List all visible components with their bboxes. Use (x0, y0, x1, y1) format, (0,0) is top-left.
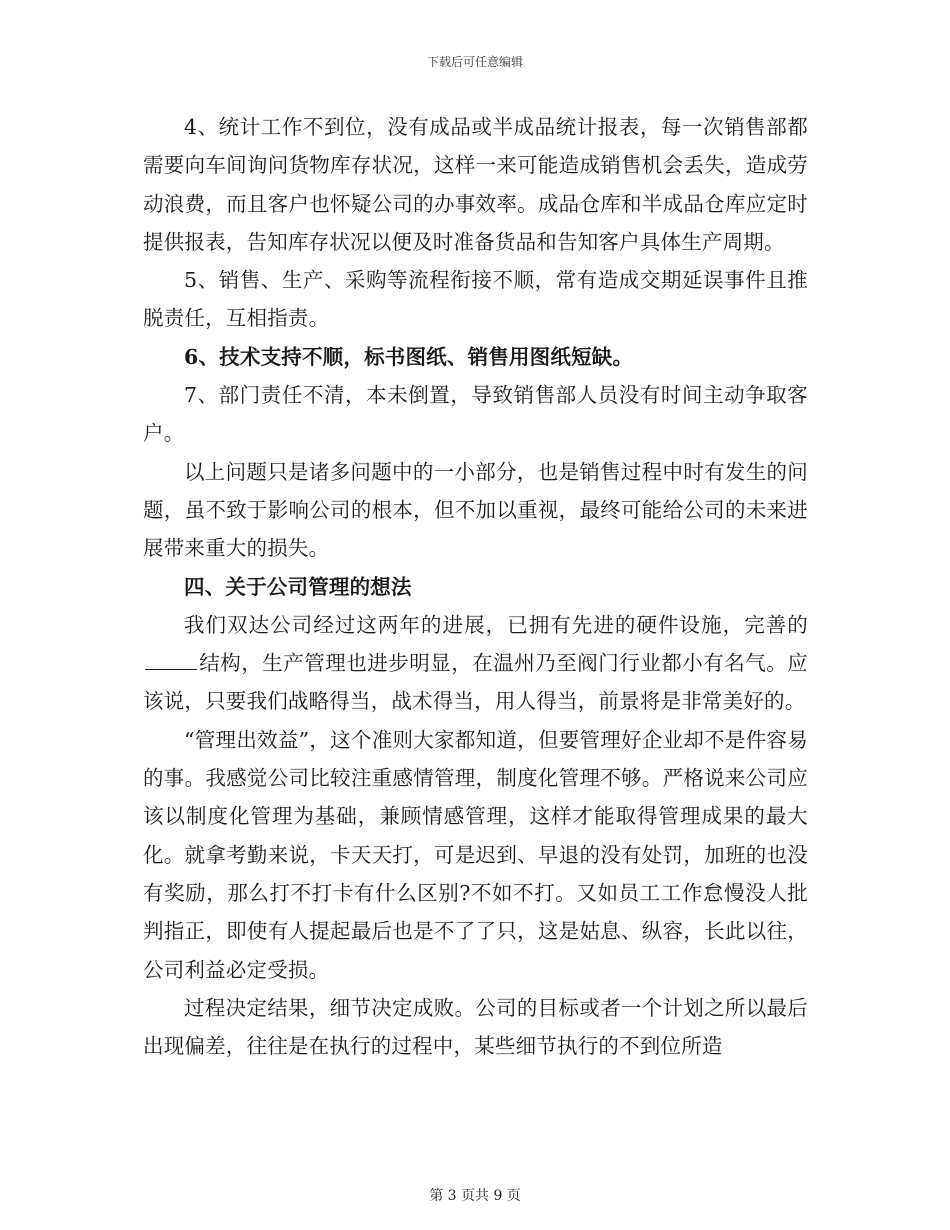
paragraph-management-benefit: “管理出效益”，这个准则大家都知道，但要管理好企业却不是件容易的事。我感觉公司比较注重感情管理，制度化管理不够。严格说来公司应该以制度化管理为基础，兼顾情感管理，这样才能取得管理成果的最大化。就拿考勤来说，卡天天打，可是迟到、早退的没有处罚，加班的也没有奖励，那么打不打卡有什么区别?不如不打。又如员工工作怠慢没人批判指正，即使有人提起最后也是不了了只，这是姑息、纵容，长此以往，公司利益必定受损。 (143, 727, 808, 982)
paragraph-company-progress-part1: 我们双达公司经过这两年的进展，已拥有先进的硬件设施，完善的 (184, 612, 808, 637)
paragraph-company-progress (143, 606, 808, 721)
document-body (143, 108, 808, 1065)
paragraph-issue-7: 7、部门责任不清，本未倒置，导致销售部人员没有时间主动争取客户。 (143, 383, 808, 446)
paragraph-company-progress-part2: 结构，生产管理也进步明显，在温州乃至阀门行业都小有名气。应该说，只要我们战略得当，战术得当，用人得当，前景将是非常美好的。 (143, 651, 808, 714)
section-heading-management: 四、关于公司管理的想法 (184, 574, 412, 599)
paragraph-issue-4: 4、统计工作不到位，没有成品或半成品统计报表，每一次销售部都需要向车间询问货物库存状况，这样一来可能造成销售机会丢失，造成劳动浪费，而且客户也怀疑公司的办事效率。成品仓库和半成品仓库应定时提供报表，告知库存状况以便及时准备货品和告知客户具体生产周期。 (143, 115, 808, 254)
paragraph-summary: 以上问题只是诸多问题中的一小部分，也是销售过程中时有发生的问题，虽不致于影响公司的根本，但不加以重视，最终可能给公司的未来进展带来重大的损失。 (143, 459, 808, 561)
paragraph-issue-6: 6、技术支持不顺，标书图纸、销售用图纸短缺。 (184, 344, 634, 369)
paragraph-issue-5: 5、销售、生产、采购等流程衔接不顺，常有造成交期延误事件且推脱责任，互相指责。 (143, 268, 808, 331)
page-number: 第 3 页共 9 页 (429, 1188, 521, 1204)
page-header-note: 下载后可任意编辑 (426, 55, 523, 69)
paragraph-process-details: 过程决定结果，细节决定成败。公司的目标或者一个计划之所以最后出现偏差，往往是在执行的过程中，某些细节执行的不到位所造 (143, 995, 808, 1059)
fill-in-blank (145, 649, 197, 670)
